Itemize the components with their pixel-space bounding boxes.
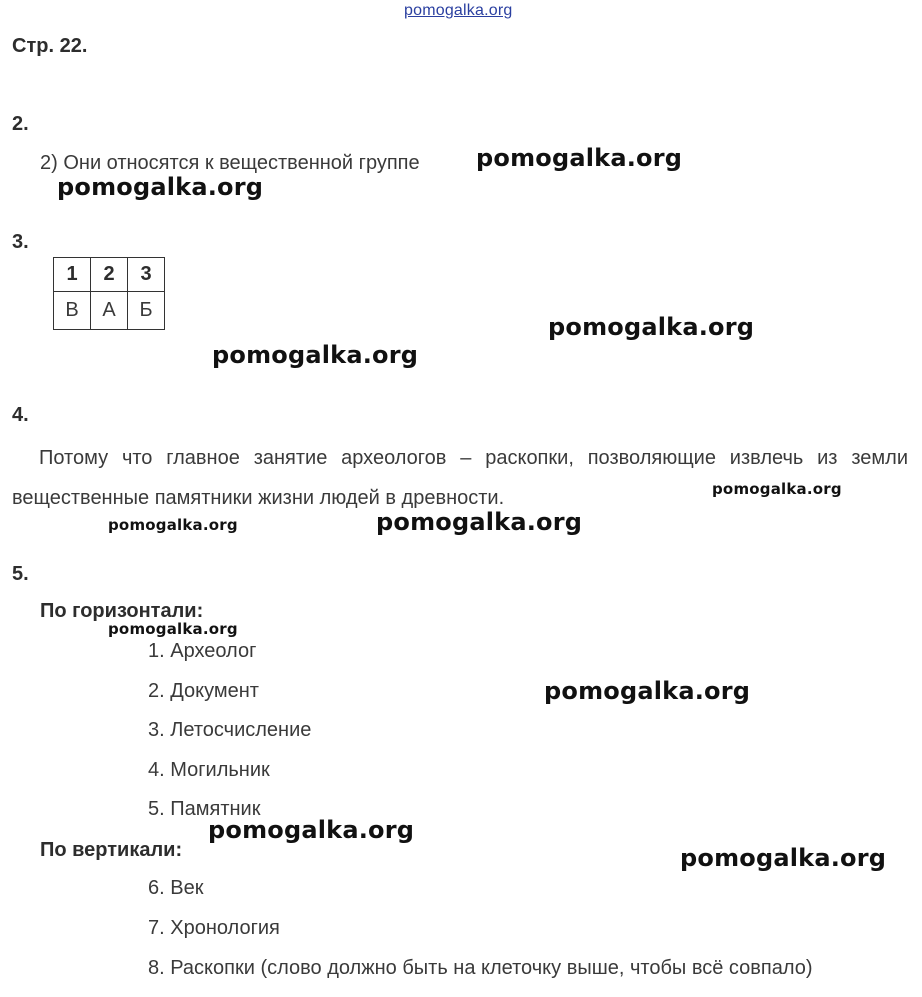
table-header-cell: 3 — [128, 258, 165, 292]
watermark-text: pomogalka.org — [208, 816, 415, 844]
question-4-number: 4. — [12, 404, 29, 426]
question-2-number: 2. — [12, 113, 29, 135]
question-4-answer: Потому что главное занятие археологов – раскопки, позволяющие извлечь из земли вещественные памятники жизни людей в древности. — [12, 447, 908, 509]
question-3-number: 3. — [12, 231, 29, 253]
watermark-text: pomogalka.org — [712, 480, 842, 498]
list-item: 3. Летосчисление — [148, 719, 312, 741]
watermark-text: pomogalka.org — [544, 677, 751, 705]
list-item: 7. Хронология — [148, 917, 280, 939]
watermark-text: pomogalka.org — [212, 341, 419, 369]
watermark-text: pomogalka.org — [376, 508, 583, 536]
answer-table — [53, 257, 165, 330]
watermark-text: pomogalka.org — [108, 516, 238, 534]
list-item: 8. Раскопки (слово должно быть на клеточку выше, чтобы всё совпало) — [148, 957, 813, 979]
watermark-text: pomogalka.org — [680, 844, 887, 872]
horizontal-heading: По горизонтали: — [40, 600, 204, 622]
watermark-text: pomogalka.org — [476, 144, 683, 172]
page-label: Стр. 22. — [12, 35, 88, 57]
watermark-text: pomogalka.org — [548, 313, 755, 341]
answer-table-header-row — [54, 258, 165, 292]
table-cell: В — [54, 292, 91, 330]
question-2-answer: 2) Они относятся к вещественной группе — [40, 152, 420, 174]
question-5-number: 5. — [12, 563, 29, 585]
table-header-cell: 2 — [91, 258, 128, 292]
list-item: 6. Век — [148, 877, 204, 899]
watermark-text: pomogalka.org — [108, 620, 238, 638]
list-item: 1. Археолог — [148, 640, 257, 662]
table-cell: Б — [128, 292, 165, 330]
watermark-text: pomogalka.org — [57, 173, 264, 201]
table-cell: А — [91, 292, 128, 330]
list-item: 4. Могильник — [148, 759, 270, 781]
list-item: 5. Памятник — [148, 798, 261, 820]
table-header-cell: 1 — [54, 258, 91, 292]
list-item: 2. Документ — [148, 680, 259, 702]
vertical-heading: По вертикали: — [40, 839, 183, 861]
top-watermark-link[interactable]: pomogalka.org — [404, 2, 513, 19]
answer-table-row — [54, 292, 165, 330]
